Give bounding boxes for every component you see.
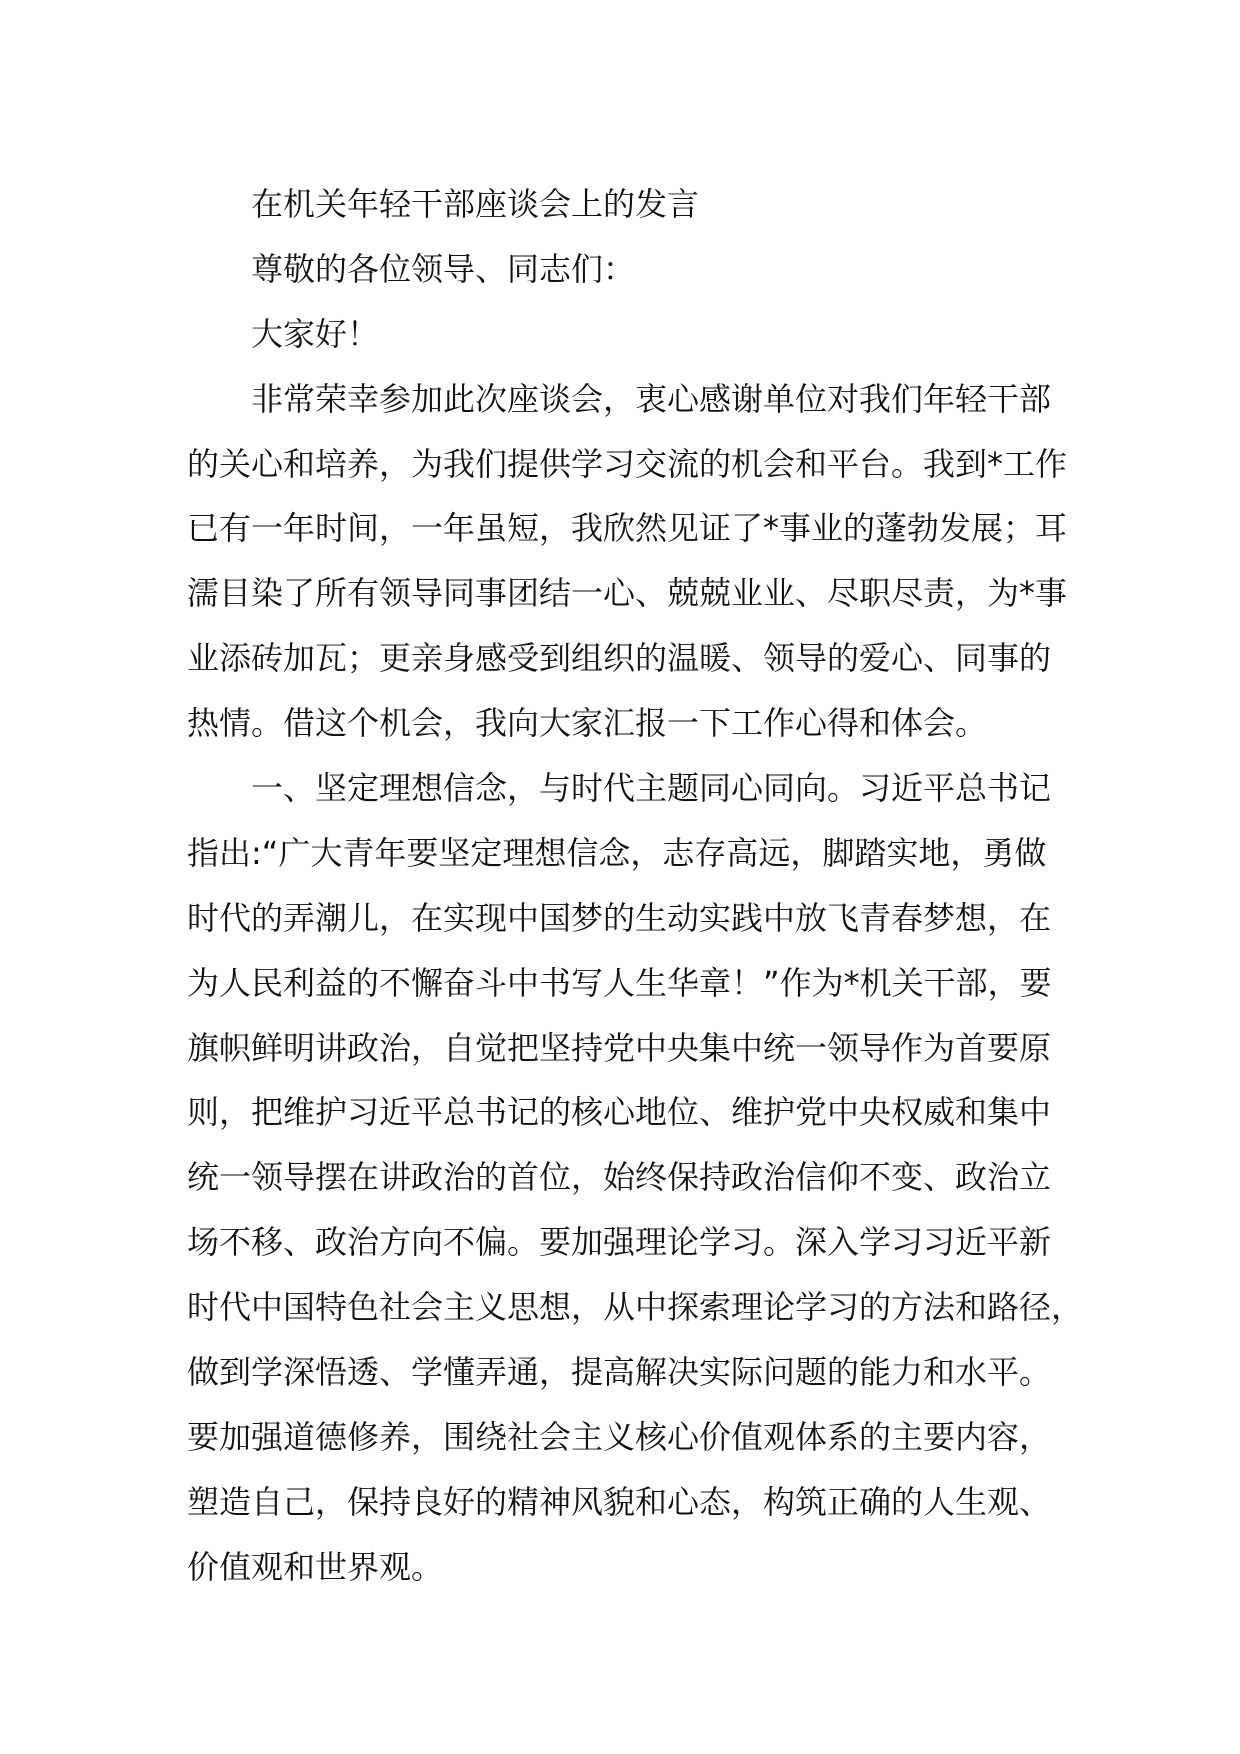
paragraph-line: 则，把维护习近平总书记的核心地位、维护党中央权威和集中 <box>187 1093 1052 1132</box>
paragraph-line: 场不移、政治方向不偏。要加强理论学习。深入学习习近平新 <box>187 1223 1052 1262</box>
salutation: 尊敬的各位领导、同志们： <box>251 249 636 288</box>
paragraph-line: 热情。借这个机会，我向大家汇报一下工作心得和体会。 <box>187 704 988 743</box>
greeting: 大家好！ <box>251 314 380 353</box>
paragraph-2 <box>187 756 1087 1600</box>
document-body <box>187 172 1087 1600</box>
paragraph-line: 已有一年时间，一年虽短，我欣然见证了*事业的蓬勃发展；耳 <box>187 509 1068 548</box>
paragraph-line: 要加强道德修养，围绕社会主义核心价值观体系的主要内容， <box>187 1417 1052 1456</box>
paragraph-line: 做到学深悟透、学懂弄通，提高解决实际问题的能力和水平。 <box>187 1353 1052 1392</box>
paragraph-line: 旗帜鲜明讲政治，自觉把坚持党中央集中统一领导作为首要原 <box>187 1028 1052 1067</box>
paragraph-line: 价值观和世界观。 <box>187 1547 444 1586</box>
speech-title: 在机关年轻干部座谈会上的发言 <box>251 185 700 223</box>
paragraph-line: 塑造自己，保持良好的精神风貌和心态，构筑正确的人生观、 <box>187 1482 1052 1521</box>
paragraph-line: 统一领导摆在讲政治的首位，始终保持政治信仰不变、政治立 <box>187 1158 1052 1197</box>
paragraph-line: 一、坚定理想信念，与时代主题同心同向。习近平总书记 <box>251 769 1052 808</box>
paragraph-line: 为人民利益的不懈奋斗中书写人生华章！”作为*机关干部，要 <box>187 963 1052 1002</box>
paragraph-line: 的关心和培养，为我们提供学习交流的机会和平台。我到*工作 <box>187 444 1068 483</box>
paragraph-line: 时代中国特色社会主义思想，从中探索理论学习的方法和路径， <box>187 1288 1084 1327</box>
paragraph-line: 业添砖加瓦；更亲身感受到组织的温暖、领导的爱心、同事的 <box>187 639 1052 678</box>
paragraph-line: 濡目染了所有领导同事团结一心、兢兢业业、尽职尽责，为*事 <box>187 574 1068 613</box>
paragraph-line: 非常荣幸参加此次座谈会，衷心感谢单位对我们年轻干部 <box>251 379 1052 418</box>
paragraph-line: 指出:“广大青年要坚定理想信念，志存高远，脚踏实地，勇做 <box>187 833 1047 872</box>
paragraph-1 <box>187 367 1087 756</box>
paragraph-line: 时代的弄潮儿，在实现中国梦的生动实践中放飞青春梦想，在 <box>187 898 1052 937</box>
